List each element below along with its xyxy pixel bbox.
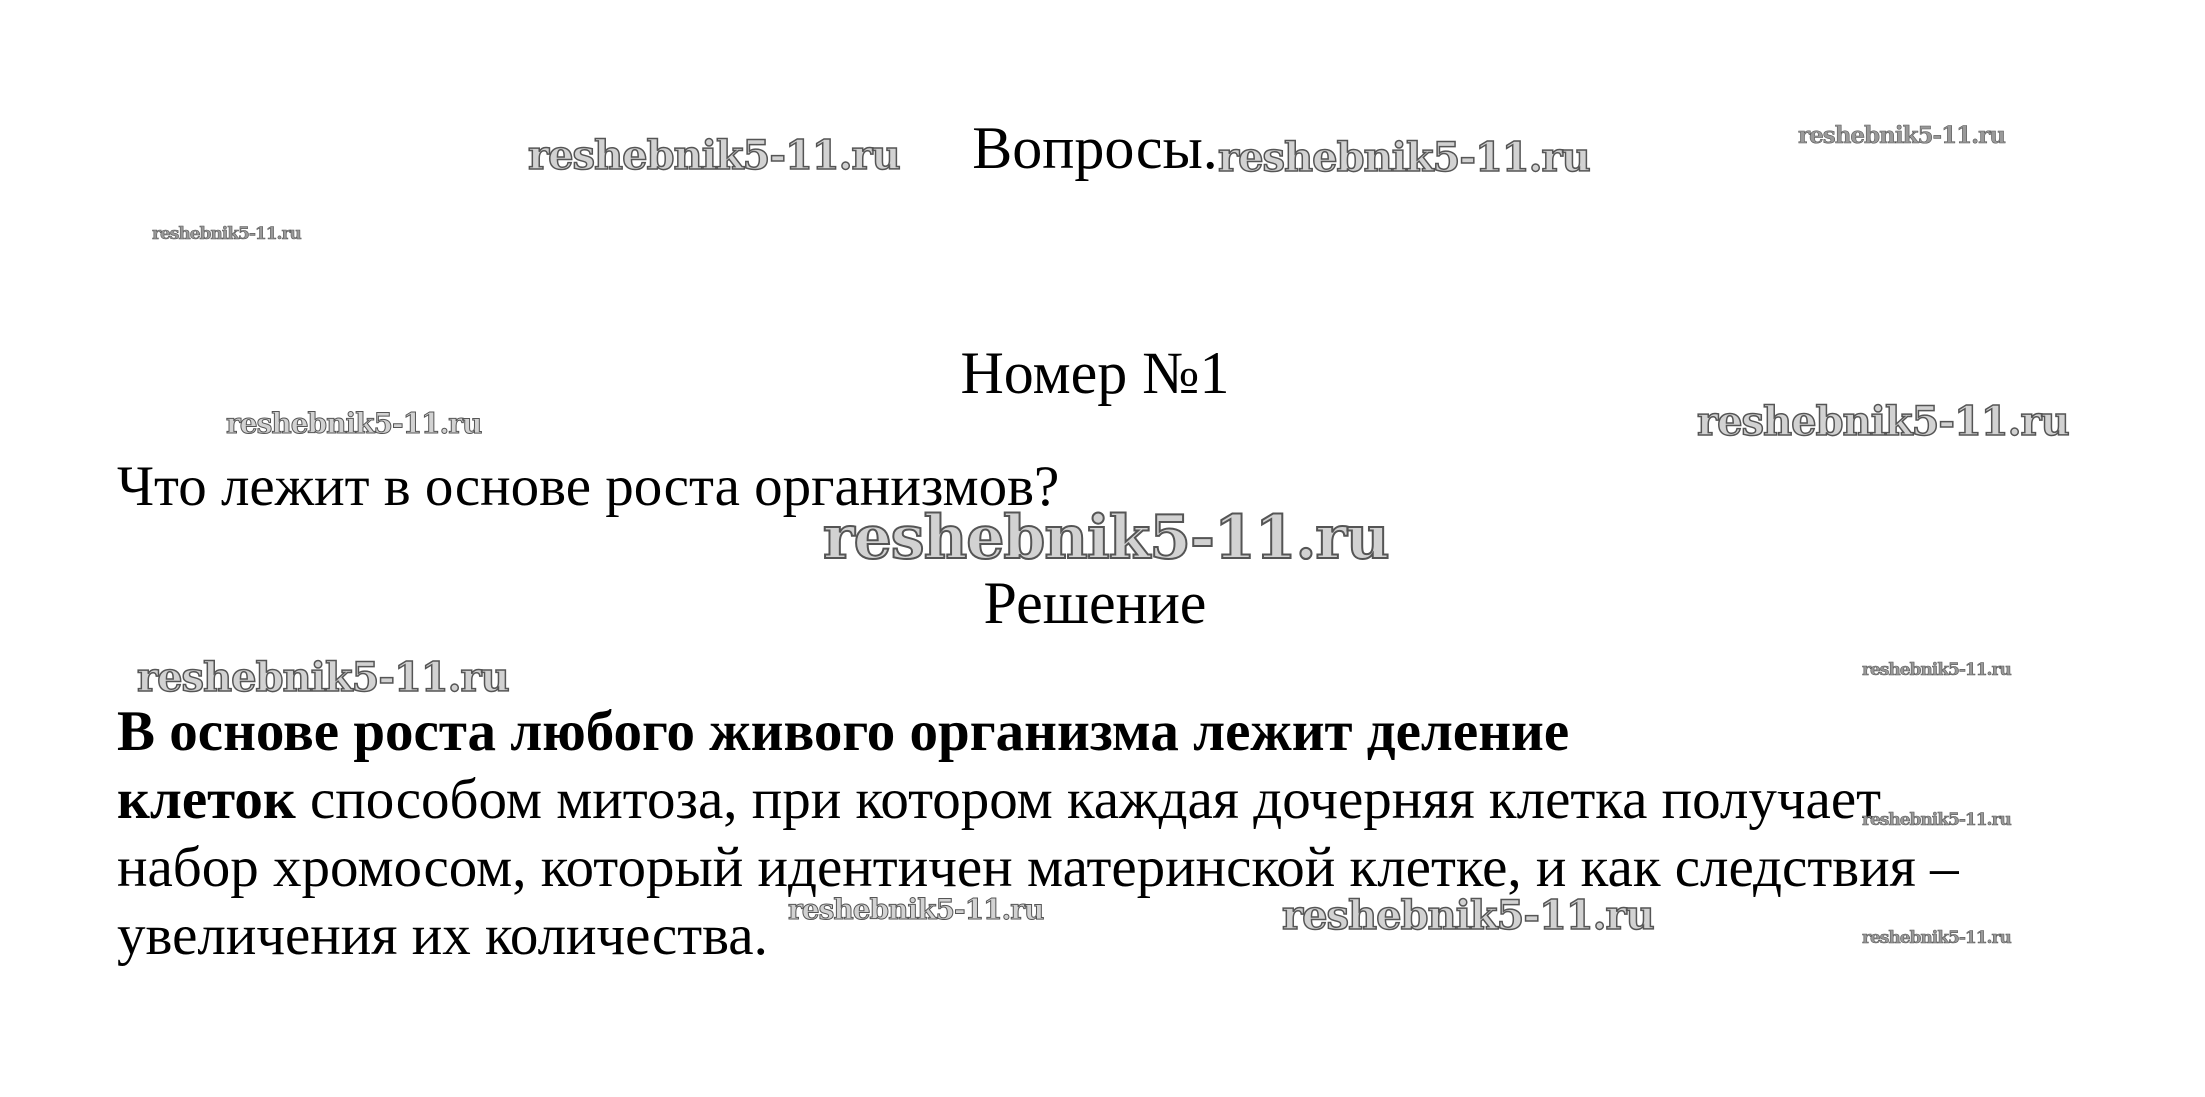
question-text: Что лежит в основе роста организмов? (117, 455, 1060, 518)
watermark: reshebnik5-11.ru (528, 132, 900, 179)
watermark: reshebnik5-11.ru (152, 224, 301, 244)
heading-solution: Решение (983, 570, 1207, 636)
answer-line-2-text: способом митоза, при котором каждая дочерняя клетка получает (295, 768, 1882, 831)
answer-bold-term: клеток (117, 768, 296, 831)
answer-line-2 (117, 766, 2117, 834)
heading-number: Номер №1 (960, 340, 1230, 406)
watermark: reshebnik5-11.ru (788, 893, 1044, 926)
answer-line-1 (117, 698, 2117, 766)
watermark: reshebnik5-11.ru (1862, 810, 2011, 830)
watermark: reshebnik5-11.ru (823, 503, 1389, 573)
watermark: reshebnik5-11.ru (1218, 134, 1590, 181)
watermark: reshebnik5-11.ru (226, 407, 482, 440)
watermark: reshebnik5-11.ru (1697, 398, 2069, 445)
heading-questions: Вопросы. (972, 115, 1218, 181)
answer-line-3: набор хромосом, который идентичен материнской клетке, и как следствия – (117, 836, 1959, 899)
watermark: reshebnik5-11.ru (137, 654, 509, 701)
answer-paragraph (117, 698, 2117, 970)
answer-line-4: увеличения их количества. (117, 904, 768, 967)
watermark: reshebnik5-11.ru (1798, 122, 2005, 149)
watermark: reshebnik5-11.ru (1862, 660, 2011, 680)
watermark: reshebnik5-11.ru (1862, 928, 2011, 948)
watermark: reshebnik5-11.ru (1282, 892, 1654, 939)
answer-bold-lead: В основе роста любого живого организма лежит деление (117, 700, 1570, 763)
